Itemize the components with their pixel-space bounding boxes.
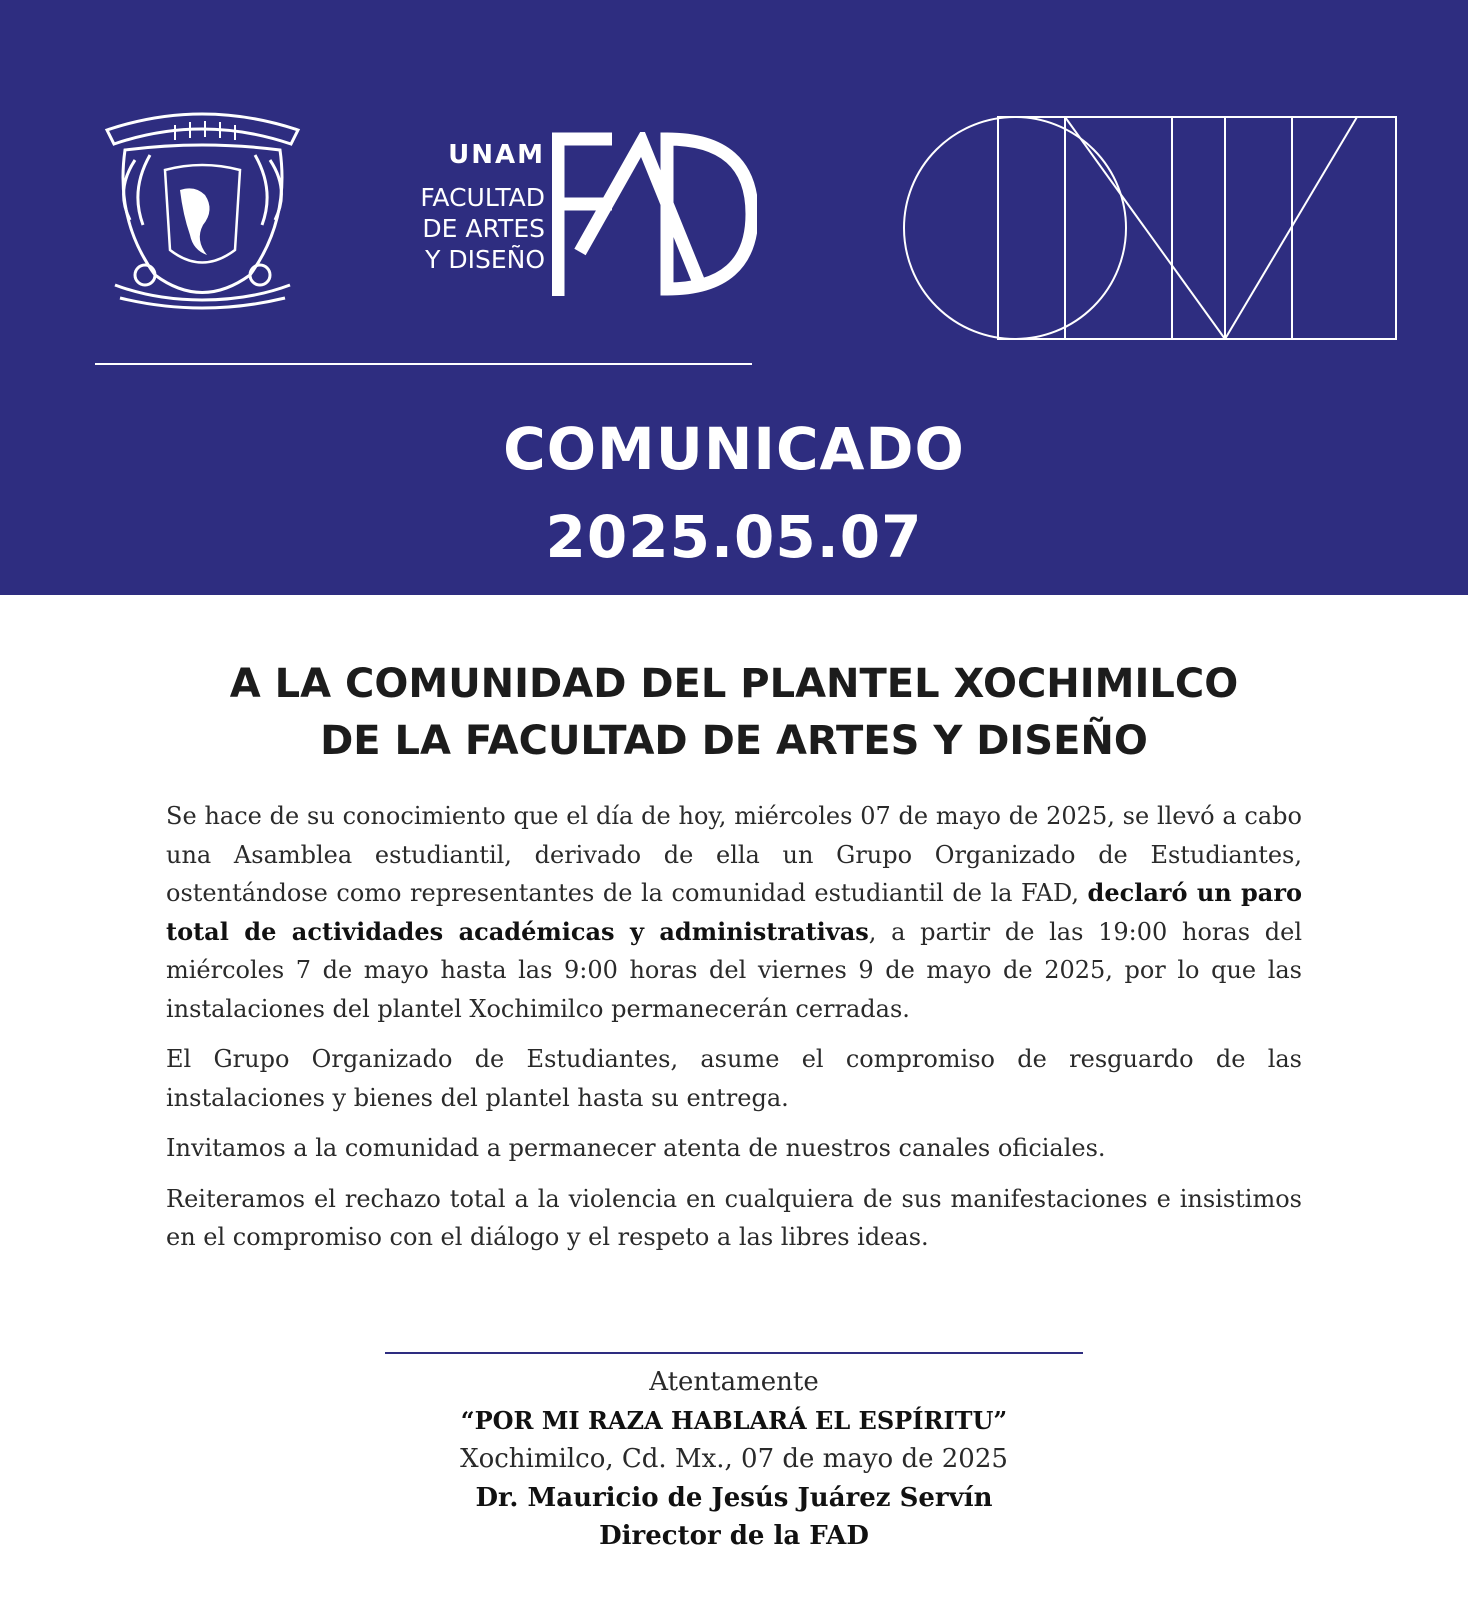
faculty-line-3: Y DISEÑO bbox=[425, 245, 545, 274]
header-banner bbox=[0, 0, 1468, 595]
paragraph-3: Invitamos a la comunidad a permanecer atenta de nuestros canales oficiales. bbox=[166, 1134, 1106, 1162]
unam-label: UNAM bbox=[448, 140, 545, 170]
paragraph-1-start: Se hace de su conocimiento que el día de hoy, miércoles 07 de mayo de 2025, se llevó a cabo una Asamblea estudiantil, derivado de ella un Grupo Organizado de Estudiantes, ostentándose como representantes de la comunidad estudiantil de la FAD, bbox=[166, 802, 1302, 907]
announcement-body bbox=[166, 797, 1302, 1269]
header-divider bbox=[95, 363, 752, 365]
faculty-wordmark bbox=[395, 140, 545, 275]
paragraph-4: Reiteramos el rechazo total a la violencia en cualquiera de sus manifestaciones e insistimos en el compromiso con el diálogo y el respeto a las libres ideas. bbox=[166, 1184, 1302, 1251]
page-title bbox=[0, 405, 1468, 581]
onk-logo-icon bbox=[902, 115, 1398, 341]
paragraph-1 bbox=[166, 797, 1302, 1028]
fad-logo-icon bbox=[552, 132, 757, 296]
paragraph-1-highlight: declaró un paro total de actividades académicas y administrativas bbox=[166, 878, 1302, 946]
announcement-heading bbox=[100, 656, 1368, 770]
place-date: Xochimilco, Cd. Mx., 07 de mayo de 2025 bbox=[460, 1444, 1008, 1474]
faculty-line-1: FACULTAD bbox=[420, 183, 545, 212]
title-date: 2025.05.07 bbox=[545, 503, 923, 571]
paragraph-1-end: , a partir de las 19:00 horas del miércoles 7 de mayo hasta las 9:00 horas del viernes 9 de mayo de 2025, por lo que las instalaciones del plantel Xochimilco permanecerán cerradas. bbox=[166, 917, 1302, 1023]
heading-line-2: DE LA FACULTAD DE ARTES Y DISEÑO bbox=[320, 718, 1148, 764]
signature-block bbox=[284, 1363, 1184, 1556]
paragraph-2: El Grupo Organizado de Estudiantes, asume el compromiso de resguardo de las instalaciones y bienes del plantel hasta su entrega. bbox=[166, 1045, 1302, 1112]
faculty-line-2: DE ARTES bbox=[422, 214, 545, 243]
signature-divider bbox=[385, 1352, 1083, 1354]
unam-seal-icon bbox=[95, 100, 310, 315]
signer-name: Dr. Mauricio de Jesús Juárez Servín bbox=[475, 1482, 993, 1513]
signer-role: Director de la FAD bbox=[599, 1521, 869, 1551]
heading-line-1: A LA COMUNIDAD DEL PLANTEL XOCHIMILCO bbox=[229, 661, 1239, 707]
motto: “POR MI RAZA HABLARÁ EL ESPÍRITU” bbox=[460, 1405, 1008, 1435]
closing: Atentamente bbox=[649, 1367, 819, 1397]
title-text: COMUNICADO bbox=[503, 415, 965, 483]
